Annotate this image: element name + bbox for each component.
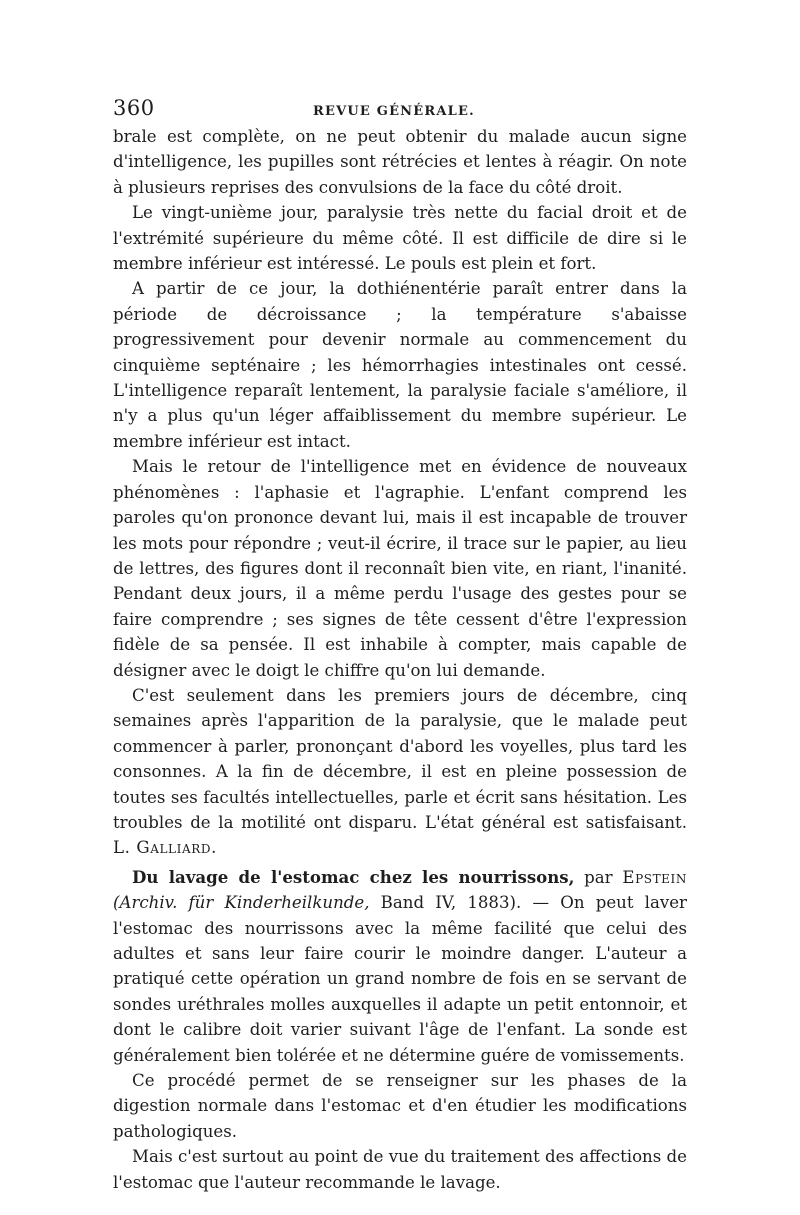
page-number: 360 [113, 96, 155, 120]
paragraph: Mais le retour de l'intelligence met en évidence de nouveaux phénomènes : l'aphasie et l'agraphie. L'enfant comprend les paroles qu'on prononce devant lui, mais il est incapable de trouver les mots pour répondre ; veut-il écrire, il trace sur le papier, au lieu de lettres, des figures dont il reconnaît bien vite, en riant, l'inanité. Pendant deux jours, il a même perdu l'usage des gestes pour se faire comprendre ; ses signes de tête cessent d'être l'expression fidèle de sa pensée. Il est inhabile à compter, mais capable de désigner avec le doigt le chiffre qu'on lui demande. [113, 457, 687, 680]
article-title: Du lavage de l'estomac chez les nourrissons, [132, 866, 575, 887]
article-reference: Band IV, 1883). — [380, 893, 550, 913]
page-header [113, 96, 687, 122]
paragraph [113, 683, 687, 861]
article-by: par [584, 867, 613, 887]
paragraph-text: C'est seulement dans les premiers jours de décembre, cinq semaines après l'apparition de la paralysie, que le malade peut commencer à parler, prononçant d'abord les voyelles, plus tard les consonnes. A la fin de décembre, il est en pleine possession de toutes ses facultés intellectuelles, parle et écrit sans hésitation. Les troubles de la motilité ont disparu. L'état général est satisfaisant. [113, 685, 687, 832]
article-body: On peut laver l'estomac des nourrissons avec la même facilité que celui des adultes et sans leur faire courir le moindre danger. L'auteur a pratiqué cette opération un grand nombre de fois en se servant de sondes uréthrales molles auxquelles il adapte un petit entonnoir, et dont le calibre doit varier suivant l'âge de l'enfant. La sonde est généralement bien tolérée et ne détermine guére de vomissements. [113, 893, 687, 1065]
page-content [113, 96, 687, 1195]
signature: L. Galliard. [113, 838, 217, 858]
article-journal: (Archiv. für Kinderheilkunde, [113, 893, 370, 913]
paragraph: A partir de ce jour, la dothiénentérie paraît entrer dans la période de décroissance ; la température s'abaisse progressivement pour devenir normale au commencement du cinquième septénaire ; les hémorrhagies intestinales ont cessé. L'intelligence reparaît lentement, la paralysie faciale s'améliore, il n'y a plus qu'un léger affaiblissement du membre supérieur. Le membre inférieur est intact. [113, 279, 687, 451]
paragraph: Le vingt-unième jour, paralysie très nette du facial droit et de l'extrémité supérieure du même côté. Il est difficile de dire si le membre inférieur est intéressé. Le pouls est plein et fort. [113, 203, 687, 274]
paragraph: Ce procédé permet de se renseigner sur les phases de la digestion normale dans l'estomac et d'en étudier les modifications pathologiques. [113, 1071, 687, 1141]
running-title: REVUE GÉNÉRALE. [313, 104, 475, 119]
paragraph: brale est complète, on ne peut obtenir du malade aucun signe d'intelligence, les pupilles sont rétrécies et lentes à réagir. On note à plusieurs reprises des convulsions de la face du côté droit. [113, 127, 687, 197]
paragraph: Mais c'est surtout au point de vue du traitement des affections de l'estomac que l'auteur recommande le lavage. [113, 1147, 687, 1192]
article-author: Epstein [622, 867, 687, 887]
article-paragraph [113, 865, 687, 1068]
